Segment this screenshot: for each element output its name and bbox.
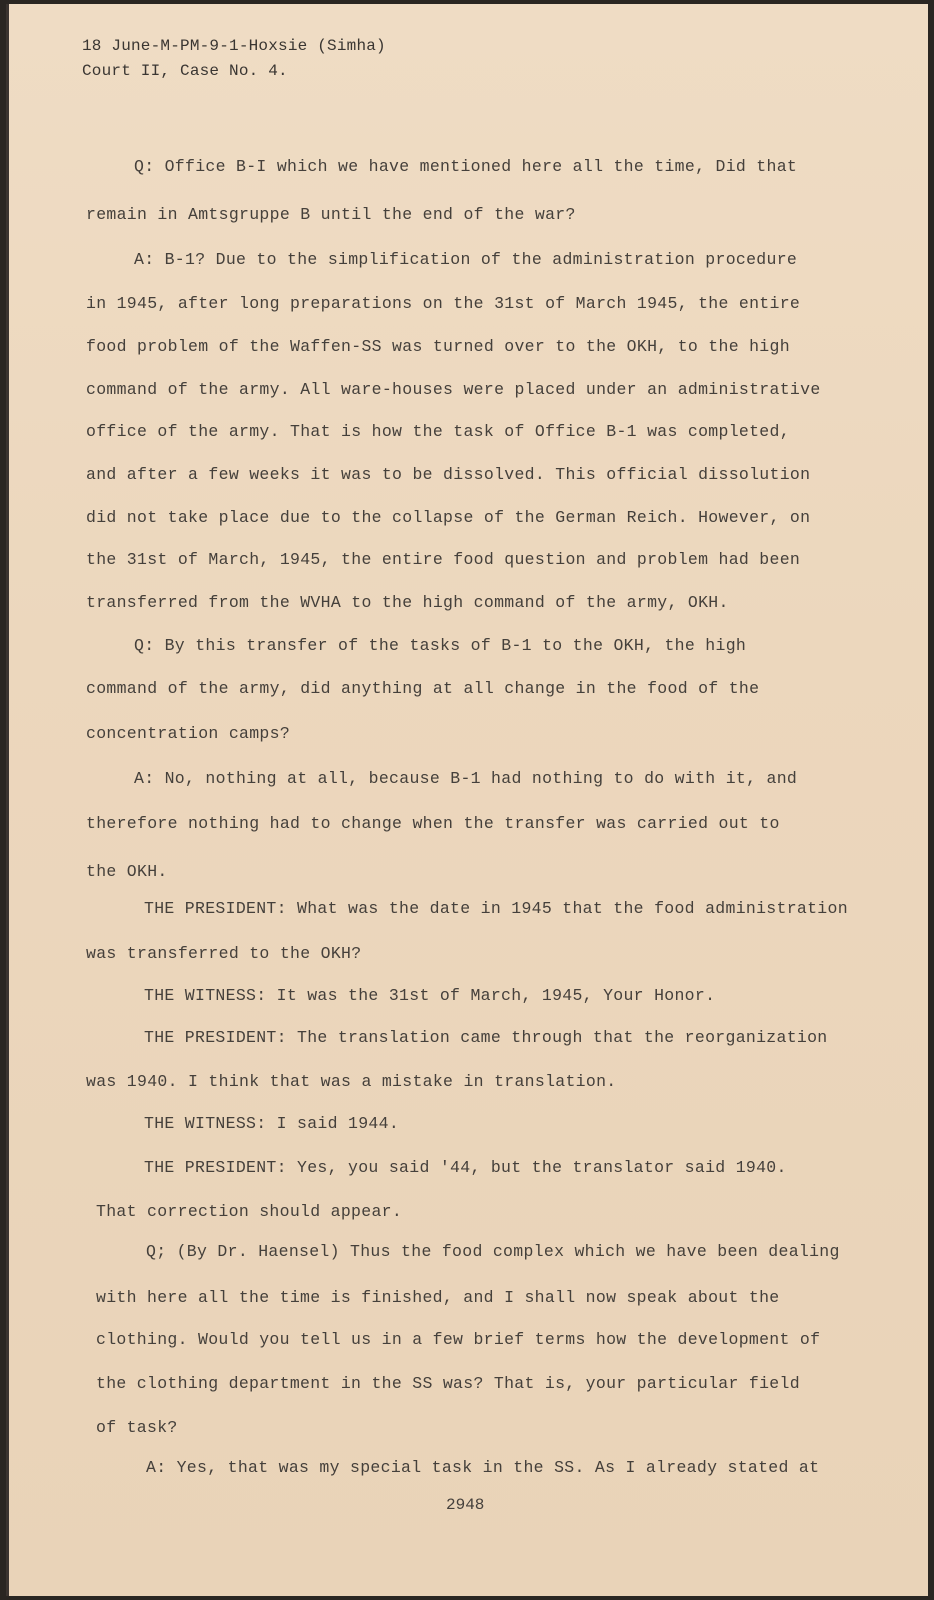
- transcript-line: A: Yes, that was my special task in the SS. As I already stated at: [146, 1458, 820, 1477]
- page-number: 2948: [446, 1496, 485, 1514]
- transcript-line: clothing. Would you tell us in a few brief terms how the development of: [96, 1330, 821, 1349]
- transcript-line: Q; (By Dr. Haensel) Thus the food complex which we have been dealing: [146, 1242, 840, 1261]
- transcript-line: concentration camps?: [86, 724, 291, 743]
- transcript-line: in 1945, after long preparations on the 31st of March 1945, the entire: [86, 294, 801, 313]
- header-line-2: Court II, Case No. 4.: [82, 62, 288, 80]
- transcript-line: with here all the time is finished, and I shall now speak about the: [96, 1288, 780, 1307]
- transcript-line: A: No, nothing at all, because B-1 had nothing to do with it, and: [134, 769, 798, 788]
- transcript-line: the clothing department in the SS was? That is, your particular field: [96, 1374, 800, 1393]
- document-page: [6, 4, 928, 1596]
- transcript-line: office of the army. That is how the task of Office B-1 was completed,: [86, 422, 790, 441]
- transcript-line: of task?: [96, 1418, 178, 1437]
- transcript-line: command of the army, did anything at all change in the food of the: [86, 679, 760, 698]
- transcript-line: THE PRESIDENT: The translation came through that the reorganization: [144, 1028, 828, 1047]
- transcript-line: food problem of the Waffen-SS was turned over to the OKH, to the high: [86, 337, 790, 356]
- transcript-line: command of the army. All ware-houses were placed under an administrative: [86, 380, 821, 399]
- transcript-line: A: B-1? Due to the simplification of the administration procedure: [134, 250, 798, 269]
- transcript-line: THE PRESIDENT: Yes, you said '44, but the translator said 1940.: [144, 1158, 787, 1177]
- transcript-line: therefore nothing had to change when the transfer was carried out to: [86, 814, 780, 833]
- transcript-line: did not take place due to the collapse of the German Reich. However, on: [86, 508, 811, 527]
- transcript-line: the OKH.: [86, 862, 168, 881]
- transcript-line: THE PRESIDENT: What was the date in 1945 that the food administration: [144, 899, 848, 918]
- transcript-line: Q: By this transfer of the tasks of B-1 to the OKH, the high: [134, 636, 747, 655]
- transcript-line: That correction should appear.: [96, 1202, 403, 1221]
- header-line-1: 18 June-M-PM-9-1-Hoxsie (Simha): [82, 37, 386, 55]
- transcript-line: and after a few weeks it was to be dissolved. This official dissolution: [86, 465, 811, 484]
- transcript-line: transferred from the WVHA to the high command of the army, OKH.: [86, 593, 729, 612]
- transcript-line: was 1940. I think that was a mistake in translation.: [86, 1072, 617, 1091]
- transcript-line: remain in Amtsgruppe B until the end of the war?: [86, 205, 576, 224]
- transcript-line: THE WITNESS: It was the 31st of March, 1945, Your Honor.: [144, 986, 716, 1005]
- transcript-line: THE WITNESS: I said 1944.: [144, 1114, 400, 1133]
- transcript-line: was transferred to the OKH?: [86, 944, 362, 963]
- transcript-line: the 31st of March, 1945, the entire food question and problem had been: [86, 550, 801, 569]
- transcript-body: [6, 4, 928, 1596]
- transcript-line: Q: Office B-I which we have mentioned here all the time, Did that: [134, 157, 798, 176]
